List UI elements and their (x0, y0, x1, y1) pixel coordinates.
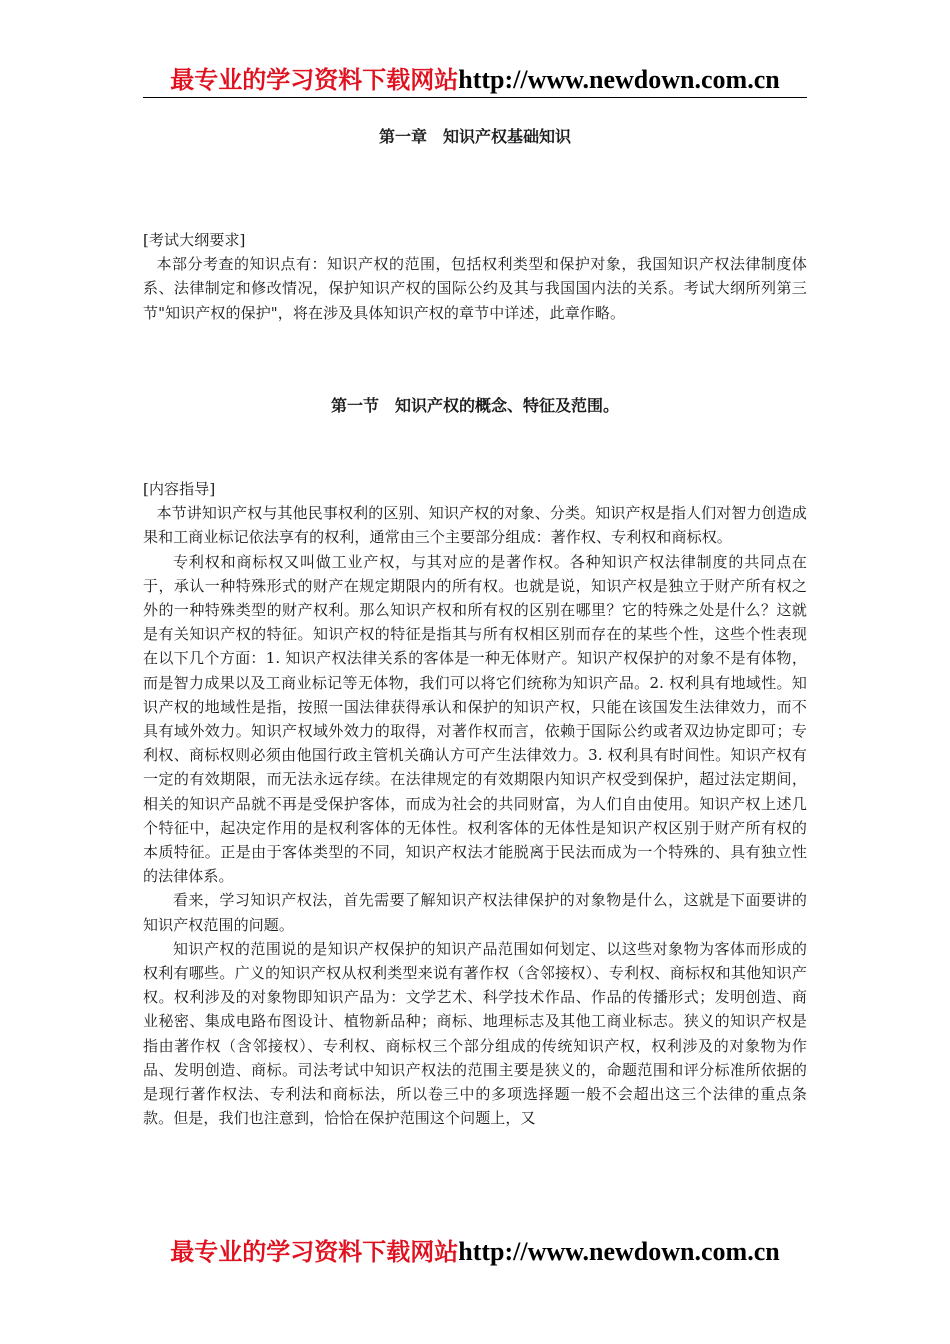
content-guide-section (143, 477, 807, 1130)
header-divider (143, 97, 807, 98)
content-paragraph-4: 知识产权的范围说的是知识产权保护的知识产品范围如何划定、以这些对象物为客体而形成的权利有哪些。广义的知识产权从权利类型来说有著作权（含邻接权）、专利权、商标权和其他知识产权。权利涉及的对象物即知识产品为：文学艺术、科学技术作品、作品的传播形式；发明创造、商业秘密、集成电路布图设计、植物新品种；商标、地理标志及其他工商业标志。狭义的知识产权是指由著作权（含邻接权）、专利权、商标权三个部分组成的传统知识产权，权利涉及的对象物为作品、发明创造、商标。司法考试中知识产权法的范围主要是狭义的，命题范围和评分标准所依据的是现行著作权法、专利法和商标法，所以卷三中的多项选择题一般不会超出这三个法律的重点条款。但是，我们也注意到，恰恰在保护范围这个问题上，又 (143, 939, 807, 1128)
footer-url[interactable]: http://www.newdown.com.cn (458, 1237, 780, 1266)
content-paragraph-3: 看来，学习知识产权法，首先需要了解知识产权法律保护的对象物是什么，这就是下面要讲的知识产权范围的问题。 (143, 891, 807, 934)
exam-outline-paragraph: 本部分考查的知识点有：知识产权的范围，包括权利类型和保护对象，我国知识产权法律制度体系、法律制定和修改情况，保护知识产权的国际公约及其与我国国内法的关系。考试大纲所列第三节"知识产权的保护"，将在涉及具体知识产权的章节中详述，此章作略。 (143, 255, 807, 322)
section-title: 第一节 知识产权的概念、特征及范围。 (330, 396, 619, 415)
content-paragraph-1: 本节讲知识产权与其他民事权利的区别、知识产权的对象、分类。知识产权是指人们对智力创造成果和工商业标记依法享有的权利，通常由三个主要部分组成：著作权、专利权和商标权。 (143, 504, 807, 547)
content-guide-label: [内容指导] (143, 480, 216, 498)
content-paragraph-2: 专利权和商标权又叫做工业产权，与其对应的是著作权。各种知识产权法律制度的共同点在于，承认一种特殊形式的财产在规定期限内的所有权。也就是说，知识产权是独立于财产所有权之外的一种特殊类型的财产权利。那么知识产权和所有权的区别在哪里？它的特殊之处是什么？这就是有关知识产权的特征。知识产权的特征是指其与所有权相区别而存在的某些个性，这些个性表现在以下几个方面：1. 知识产权法律关系的客体是一种无体财产。知识产权保护的对象不是有体物，而是智力成果以及工商业标记等无体物，我们可以将它们统称为知识产品。2. 权利具有地域性。知识产权的地域性是指，按照一国法律获得承认和保护的知识产权，只能在该国发生法律效力，而不具有域外效力。知识产权域外效力的取得，对著作权而言，依赖于国际公约或者双边协定即可；专利权、商标权则必须由他国行政主管机关确认方可产生法律效力。3. 权利具有时间性。知识产权有一定的有效期限，而无法永远存续。在法律规定的有效期限内知识产权受到保护，超过法定期间，相关的知识产品就不再是受保护客体，而成为社会的共同财富，为人们自由使用。知识产权上述几个特征中，起决定作用的是权利客体的无体性。权利客体的无体性是知识产权区别于财产所有权的本质特征。正是由于客体类型的不同，知识产权法才能脱离于民法而成为一个特殊的、具有独立性的法律体系。 (143, 552, 807, 886)
footer-site-name: 最专业的学习资料下载网站 (170, 1238, 459, 1266)
header-url[interactable]: http://www.newdown.com.cn (458, 65, 780, 94)
exam-outline-section (143, 228, 807, 325)
page-footer (143, 1234, 807, 1270)
header-site-name: 最专业的学习资料下载网站 (170, 66, 459, 94)
page-header (143, 62, 807, 98)
exam-outline-label: [考试大纲要求] (143, 231, 246, 249)
chapter-title: 第一章 知识产权基础知识 (378, 127, 571, 146)
